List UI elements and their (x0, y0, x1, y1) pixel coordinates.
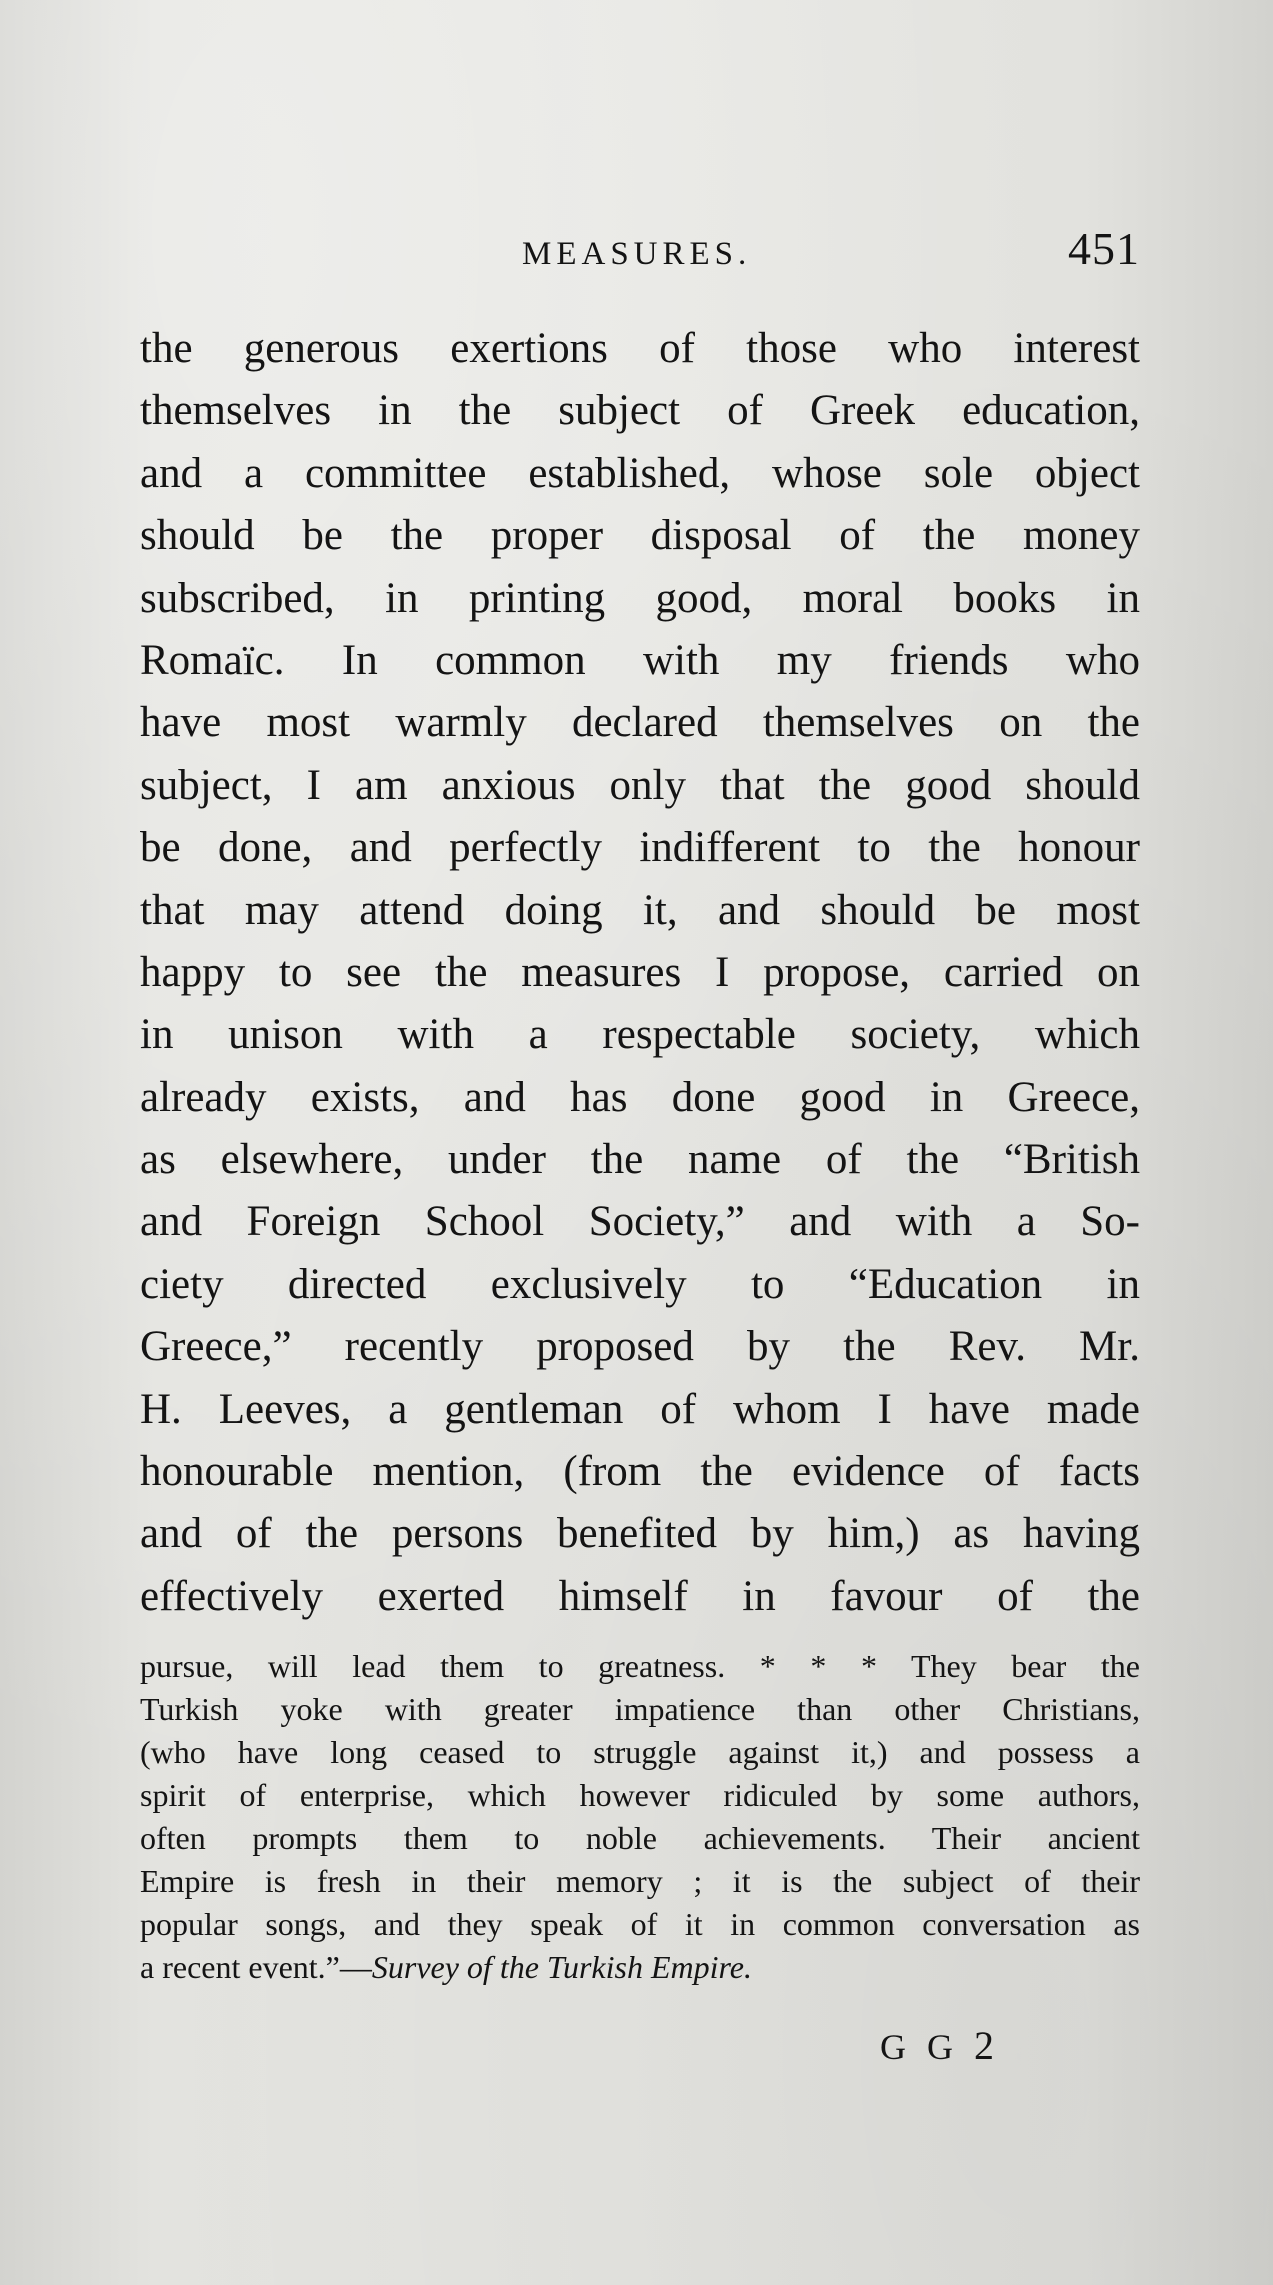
body-line: should be the proper disposal of the money (140, 512, 1140, 560)
footnote-last-text: a recent event.”— (140, 1949, 372, 1985)
body-line: H. Leeves, a gentleman of whom I have made (140, 1385, 1140, 1433)
body-line: the generous exertions of those who interest (140, 325, 1140, 372)
body-text (140, 318, 1140, 1628)
body-line: subject, I am anxious only that the good should (140, 761, 1140, 809)
running-head (140, 222, 1140, 282)
footnote-last-line (140, 1946, 1140, 1989)
body-line: as elsewhere, under the name of the “British (140, 1136, 1140, 1184)
footnote-line: pursue, will lead them to greatness. * * * They bear the (140, 1648, 1140, 1684)
body-line: that may attend doing it, and should be most (140, 886, 1140, 934)
footnote (140, 1645, 1140, 1989)
body-line: happy to see the measures I propose, carried on (140, 948, 1140, 996)
footnote-line: (who have long ceased to struggle against it,) and possess a (140, 1734, 1140, 1770)
running-title: MEASURES. (522, 236, 752, 272)
body-line: already exists, and has done good in Greece, (140, 1073, 1140, 1121)
body-line: be done, and perfectly indifferent to the honour (140, 824, 1140, 872)
signature-number: 2 (974, 2023, 994, 2068)
body-line: effectively exerted himself in favour of the (140, 1572, 1140, 1620)
body-line: themselves in the subject of Greek education, (140, 387, 1140, 435)
page-number: 451 (1068, 223, 1140, 274)
signature-mark (880, 2022, 994, 2069)
body-line: honourable mention, (from the evidence of facts (140, 1448, 1140, 1496)
footnote-line: Empire is fresh in their memory ; it is the subject of their (140, 1863, 1140, 1899)
body-line: have most warmly declared themselves on the (140, 699, 1140, 747)
footnote-line: popular songs, and they speak of it in common conversation as (140, 1906, 1140, 1942)
signature-letters: G G (880, 2027, 959, 2067)
body-line: and a committee established, whose sole object (140, 449, 1140, 497)
body-line: subscribed, in printing good, moral books in (140, 574, 1140, 622)
footnote-line: Turkish yoke with greater impatience than other Christians, (140, 1691, 1140, 1727)
footnote-line: often prompts them to noble achievements. Their ancient (140, 1820, 1140, 1856)
body-line: Greece,” recently proposed by the Rev. Mr. (140, 1323, 1140, 1371)
body-line: and Foreign School Society,” and with a So- (140, 1198, 1140, 1246)
body-line: in unison with a respectable society, which (140, 1011, 1140, 1059)
footnote-line: spirit of enterprise, which however ridiculed by some authors, (140, 1777, 1140, 1813)
body-line: Romaïc. In common with my friends who (140, 636, 1140, 684)
body-line: and of the persons benefited by him,) as having (140, 1510, 1140, 1558)
body-line: ciety directed exclusively to “Education in (140, 1260, 1140, 1308)
footnote-citation: Survey of the Turkish Empire. (371, 1949, 752, 1985)
